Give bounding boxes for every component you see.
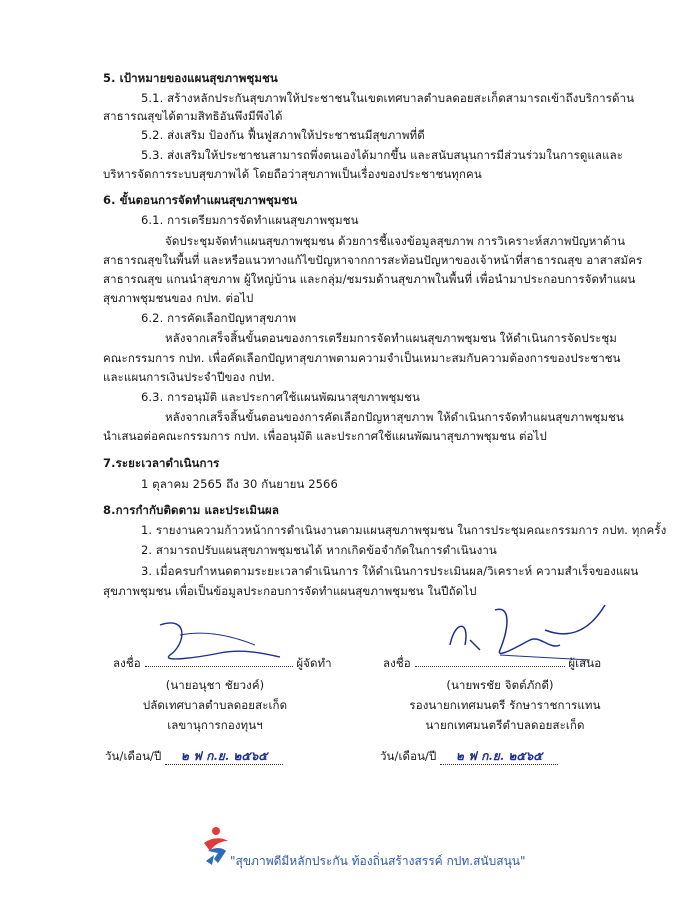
right-sign-label: ลงชื่อ	[383, 656, 411, 670]
section-6-3-line: หลังจากเสร็จสิ้นขั้นตอนของการคัดเลือกปัญหาสุขภาพ ให้ดำเนินการจัดทำแผนสุขภาพชุมชน	[165, 410, 624, 424]
section-5-line: บริหารจัดการระบบสุขภาพได้ โดยถือว่าสุขภาพเป็นเรื่องของประชาชนทุกคน	[103, 167, 482, 181]
section-6-title: 6. ขั้นตอนการจัดทำแผนสุขภาพชุมชน	[103, 193, 298, 207]
right-date-label: วัน/เดือน/ปี	[380, 749, 437, 763]
section-7-title: 7.ระยะเวลาดำเนินการ	[103, 456, 220, 470]
left-signer-name: (นายอนุชา ชัยวงค์)	[165, 678, 265, 692]
right-signer-position-2: นายกเทศมนตรีตำบลดอยสะเก็ด	[425, 718, 585, 732]
left-sign-role: ผู้จัดทำ	[296, 656, 332, 670]
left-signer-position-2: เลขานุการกองทุนฯ	[167, 718, 263, 732]
left-sign-label: ลงชื่อ	[113, 656, 141, 670]
section-6-3-line: นำเสนอต่อคณะกรรมการ กปท. เพื่ออนุมัติ และประกาศใช้แผนพัฒนาสุขภาพชุมชน ต่อไป	[103, 429, 547, 443]
right-signer-name: (นายพรชัย จิตต์ภักดี)	[446, 678, 554, 692]
section-6-2-line: หลังจากเสร็จสิ้นขั้นตอนของการเตรียมการจัดทำแผนสุขภาพชุมชน ให้ดำเนินการจัดประชุม	[165, 331, 617, 345]
section-6-2-heading: 6.2. การคัดเลือกปัญหาสุขภาพ	[141, 311, 297, 325]
nhso-person-logo-icon	[200, 825, 230, 867]
section-5-line: 5.3. ส่งเสริมให้ประชาชนสามารถพึ่งตนเองได้มากขึ้น และสนับสนุนการมีส่วนร่วมในการดูแลและ	[141, 148, 624, 162]
left-sign-dots	[145, 666, 293, 667]
section-5-line: 5.2. ส่งเสริม ป้องกัน ฟื้นฟูสภาพให้ประชาชนมีสุขภาพที่ดี	[141, 128, 425, 142]
section-5-line: สาธารณสุขได้ตามสิทธิอันพึงมีพึงได้	[103, 109, 283, 123]
right-date-line	[380, 748, 558, 765]
right-sign-line	[383, 655, 601, 671]
left-date-value: ๒ ฟ ก.ย. ๒๕๖๕	[165, 748, 283, 765]
section-6-1-line: จัดประชุมจัดทำแผนสุขภาพชุมชน ด้วยการชี้แจงข้อมูลสุขภาพ การวิเคราะห์สภาพปัญหาด้าน	[165, 234, 626, 248]
right-sign-role: ผู้เสนอ	[568, 656, 602, 670]
section-7-line: 1 ตุลาคม 2565 ถึง 30 กันยายน 2566	[141, 477, 338, 491]
section-6-1-line: สุขภาพชุมชนของ กปท. ต่อไป	[103, 291, 254, 305]
section-6-3-heading: 6.3. การอนุมัติ และประกาศใช้แผนพัฒนาสุขภาพชุมชน	[141, 390, 420, 404]
left-signer-position: ปลัดเทศบาลตำบลดอยสะเก็ด	[142, 698, 288, 712]
section-8-line: 2. สามารถปรับแผนสุขภาพชุมชนได้ หากเกิดข้อจำกัดในการดำเนินงาน	[141, 543, 497, 557]
section-8-line: 1. รายงานความก้าวหน้าการดำเนินงานตามแผนสุขภาพชุมชน ในการประชุมคณะกรรมการ กปท. ทุกครั้ง	[141, 523, 667, 537]
section-6-2-line: และแผนการเงินประจำปีของ กปท.	[103, 370, 275, 384]
left-date-line	[105, 748, 283, 765]
section-6-1-line: สาธารณสุขในพื้นที่ และหรือแนวทางแก้ไขปัญหาจากการสะท้อนปัญหาของเจ้าหน้าที่สาธารณสุข อาสาสมัคร	[103, 253, 643, 267]
section-6-1-line: สาธารณสุข แกนนำสุขภาพ ผู้ใหญ่บ้าน และกลุ่ม/ชมรมด้านสุขภาพในพื้นที่ เพื่อนำมาประกอบการจัดทำแผน	[103, 272, 636, 286]
section-6-2-line: คณะกรรมการ กปท. เพื่อคัดเลือกปัญหาสุขภาพตามความจำเป็นเหมาะสมกับความต้องการของประชาชน	[103, 351, 621, 365]
left-sign-line	[113, 655, 332, 671]
footer-slogan: "สุขภาพดีมีหลักประกัน ท้องถิ่นสร้างสรรค์ กปท.สนับสนุน"	[230, 854, 526, 868]
section-6-1-heading: 6.1. การเตรียมการจัดทำแผนสุขภาพชุมชน	[141, 213, 359, 227]
section-8-title: 8.การกำกับติดตาม และประเมินผล	[103, 503, 280, 517]
section-8-line: สุขภาพชุมชน เพื่อเป็นข้อมูลประกอบการจัดทำแผนสุขภาพชุมชน ในปีถัดไป	[103, 584, 477, 598]
left-date-label: วัน/เดือน/ปี	[105, 749, 162, 763]
right-date-value: ๒ ฟ ก.ย. ๒๕๖๕	[440, 748, 558, 765]
section-5-title: 5. เป้าหมายของแผนสุขภาพชุมชน	[103, 71, 278, 85]
section-5-line: 5.1. สร้างหลักประกันสุขภาพให้ประชาชนในเขตเทศบาลตำบลดอยสะเก็ดสามารถเข้าถึงบริการด้าน	[141, 91, 635, 105]
right-signer-position: รองนายกเทศมนตรี รักษาราชการแทน	[409, 698, 601, 712]
section-8-line: 3. เมื่อครบกำหนดตามระยะเวลาดำเนินการ ให้ดำเนินการประเมินผล/วิเคราะห์ ความสำเร็จของแผน	[141, 564, 639, 578]
right-sign-dots	[415, 666, 565, 667]
